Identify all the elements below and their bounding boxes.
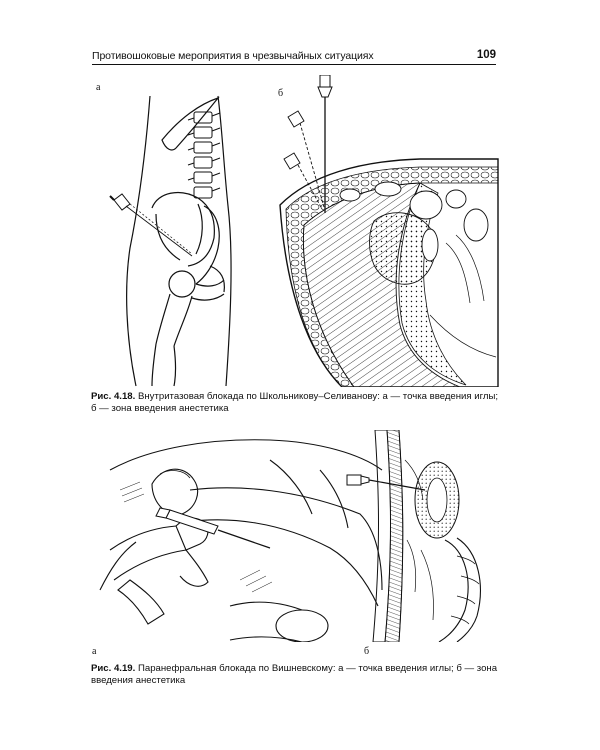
- page-number: 109: [476, 49, 496, 61]
- fig-4-18-caption-label: Рис. 4.18.: [91, 391, 136, 402]
- fig-4-19-caption-label: Рис. 4.19.: [91, 663, 136, 674]
- fig-4-18-panel-b-letter: б: [278, 88, 284, 99]
- fig-4-18-caption-text: Внутритазовая блокада по Школьникову–Селиванову: а — точка введения иглы; б — зона введения анестетика: [91, 391, 499, 414]
- fig-4-19-caption-text: Паранефральная блокада по Вишневскому: а — точка введения иглы; б — зона введения анестетика: [91, 663, 498, 686]
- fig-4-19-panel-b-letter: б: [364, 646, 370, 657]
- fig-4-18-panel-b-illustration: [270, 75, 500, 387]
- fig-4-19-panel-a-letter: а: [92, 646, 97, 657]
- fig-4-19-panel-b-illustration: [345, 430, 495, 642]
- fig-4-18-panel-a-illustration: [100, 88, 250, 388]
- fig-4-18-panel-a-letter: а: [96, 82, 101, 93]
- running-head: [92, 50, 496, 65]
- running-title: Противошоковые мероприятия в чрезвычайных ситуациях: [92, 50, 374, 62]
- fig-4-18-caption: [91, 391, 506, 415]
- fig-4-19-caption: [91, 663, 506, 687]
